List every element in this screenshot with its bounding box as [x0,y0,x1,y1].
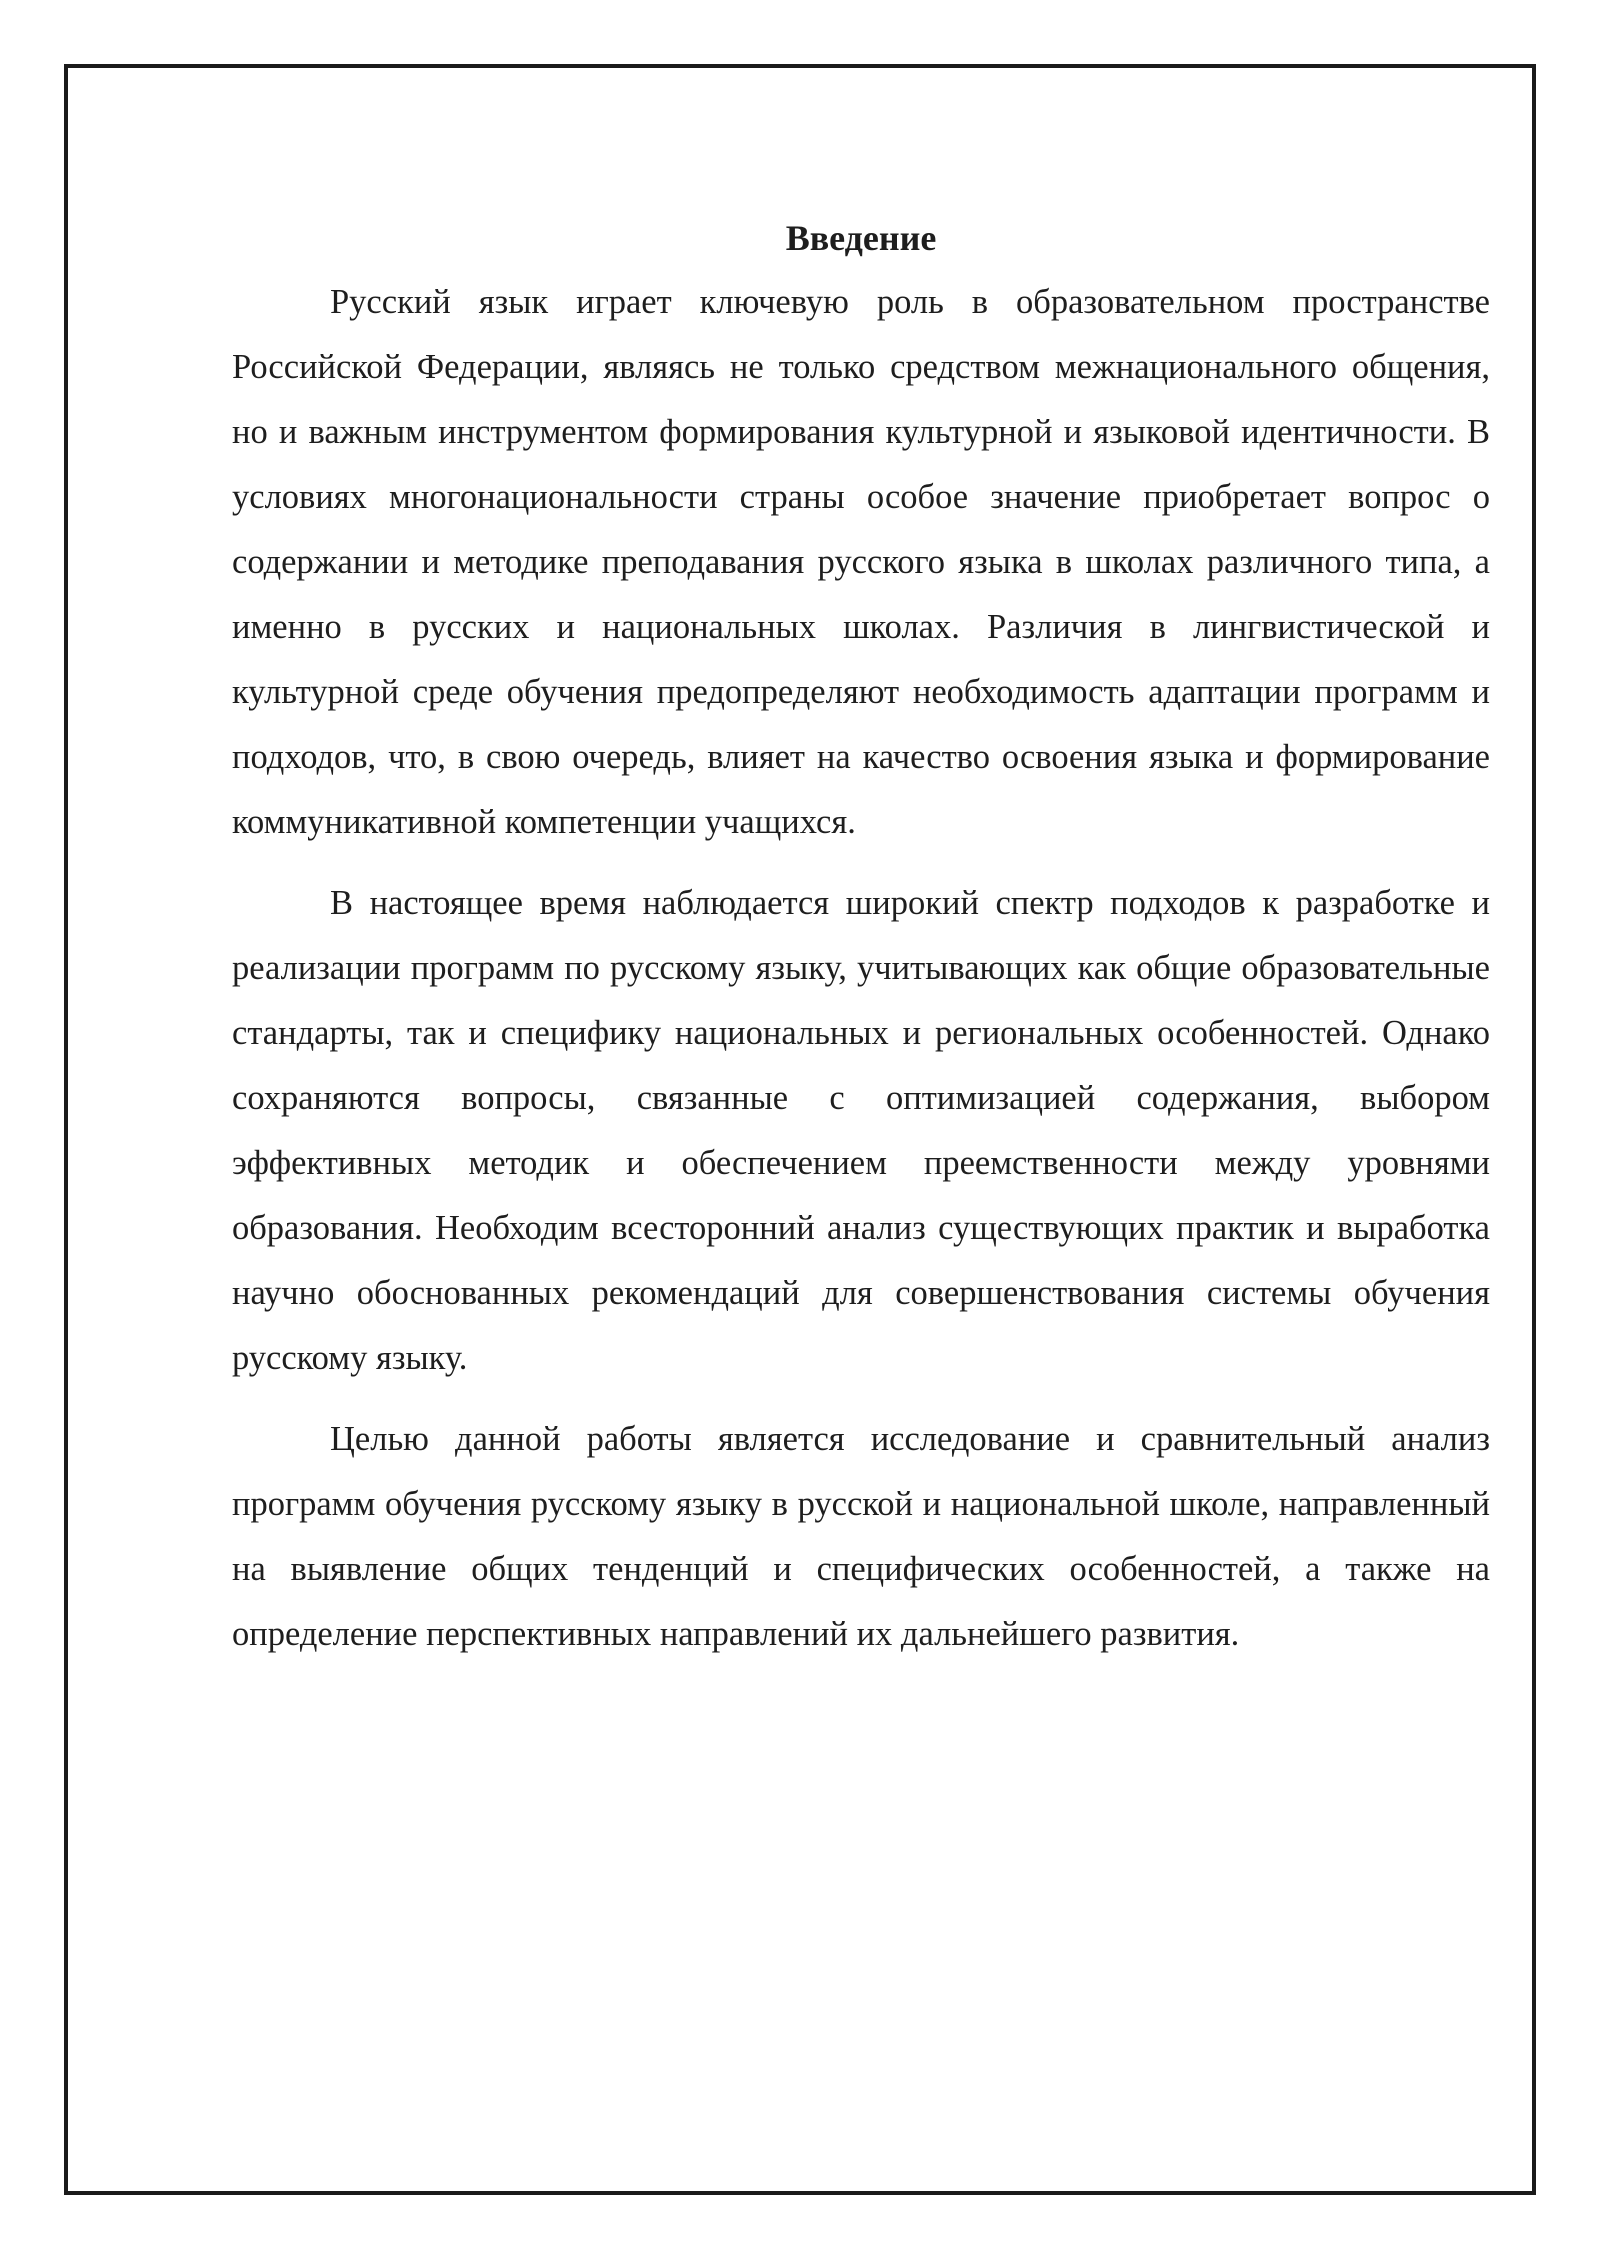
page-frame [64,64,1536,2195]
paragraph-2: В настоящее время наблюдается широкий спектр подходов к разработке и реализации программ по русскому языку, учитывающих как общие образовательные стандарты, так и специфику национальных и региональных особенностей. Однако сохраняются вопросы, связанные с оптимизацией содержания, выбором эффективных методик и обеспечением преемственности между уровнями образования. Необходим всесторонний анализ существующих практик и выработка научно обоснованных рекомендаций для совершенствования системы обучения русскому языку. [232,884,1490,1377]
document-body [232,156,1490,1683]
paragraph-1: Русский язык играет ключевую роль в образовательном пространстве Российской Федерации, являясь не только средством межнационального общения, но и важным инструментом формирования культурной и языковой идентичности. В условиях многонациональности страны особое значение приобретает вопрос о содержании и методике преподавания русского языка в школах различного типа, а именно в русских и национальных школах. Различия в лингвистической и культурной среде обучения предопределяют необходимость адаптации программ и подходов, что, в свою очередь, влияет на качество освоения языка и формирование коммуникативной компетенции учащихся. [232,283,1490,841]
section-title: Введение [785,218,937,258]
paragraph-3: Целью данной работы является исследование и сравнительный анализ программ обучения русскому языку в русской и национальной школе, направленный на выявление общих тенденций и специфических особенностей, а также на определение перспективных направлений их дальнейшего развития. [232,1420,1490,1653]
